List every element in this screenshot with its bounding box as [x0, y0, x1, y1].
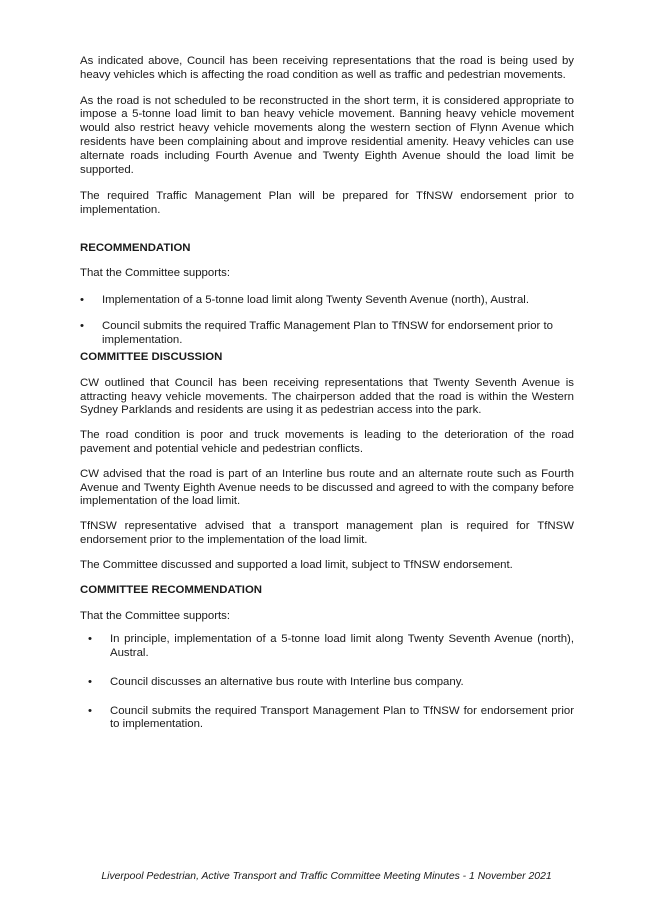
committee-recommendation-intro: That the Committee supports: — [80, 610, 231, 623]
bullet-icon: • — [80, 293, 84, 306]
list-item — [80, 294, 574, 308]
list-item-text: Council discusses an alternative bus route with Interline bus company. — [110, 675, 464, 688]
discussion-paragraph: The Committee discussed and supported a load limit, subject to TfNSW endorsement. — [80, 558, 513, 571]
page-footer: Liverpool Pedestrian, Active Transport and Traffic Committee Meeting Minutes - 1 November 2021 — [101, 871, 552, 882]
discussion-paragraph: The road condition is poor and truck movements is leading to the deterioration of the road pavement and potential vehicle and pedestrian conflicts. — [80, 429, 574, 455]
bullet-icon: • — [88, 633, 92, 646]
document-page — [80, 55, 574, 747]
recommendation-heading: RECOMMENDATION — [80, 241, 191, 254]
list-item — [88, 633, 574, 661]
committee-recommendation-list — [80, 633, 574, 732]
background-paragraph: As indicated above, Council has been receiving representations that the road is being used by heavy vehicles which is affecting the road condition as well as traffic and pedestrian movements. — [80, 55, 574, 81]
list-item — [88, 705, 574, 733]
discussion-paragraph: CW advised that the road is part of an Interline bus route and an alternate route such as Fourth Avenue and Twenty Eighth Avenue needs to be discussed and agreed to with the company before implementation of the load limit. — [80, 467, 574, 508]
list-item-text: Implementation of a 5-tonne load limit along Twenty Seventh Avenue (north), Austral. — [102, 293, 529, 306]
discussion-paragraph: TfNSW representative advised that a transport management plan is required for TfNSW endorsement prior to the implementation of the load limit. — [80, 520, 574, 546]
recommendation-intro: That the Committee supports: — [80, 266, 231, 279]
discussion-paragraph: CW outlined that Council has been receiving representations that Twenty Seventh Avenue is attracting heavy vehicle movements. The chairperson added that the road is within the Western Sydney Parklands and residents are using it as pedestrian access into the park. — [80, 376, 574, 417]
bullet-icon: • — [80, 320, 84, 333]
list-item — [88, 676, 574, 690]
recommendation-list — [80, 294, 574, 348]
discussion-heading: COMMITTEE DISCUSSION — [80, 350, 223, 363]
bullet-icon: • — [88, 675, 92, 688]
list-item-text: Council submits the required Transport Management Plan to TfNSW for endorsement prior to implementation. — [110, 704, 574, 731]
list-item — [80, 320, 574, 348]
list-item-text: Council submits the required Traffic Management Plan to TfNSW for endorsement prior to implementation. — [102, 320, 553, 347]
background-paragraph: As the road is not scheduled to be reconstructed in the short term, it is considered appropriate to impose a 5-tonne load limit to ban heavy vehicle movement. Banning heavy vehicle movement would also restrict heavy vehicle movements along the western section of Flynn Avenue which residents have been complaining about and improve residential amenity. Heavy vehicles can use alternate roads including Fourth Avenue and Twenty Eighth Avenue should the load limit be supported. — [80, 94, 574, 176]
list-item-text: In principle, implementation of a 5-tonne load limit along Twenty Seventh Avenue (north), Austral. — [110, 633, 574, 659]
bullet-icon: • — [88, 704, 92, 717]
background-paragraph: The required Traffic Management Plan will be prepared for TfNSW endorsement prior to implementation. — [80, 190, 574, 217]
committee-recommendation-heading: COMMITTEE RECOMMENDATION — [80, 583, 263, 596]
